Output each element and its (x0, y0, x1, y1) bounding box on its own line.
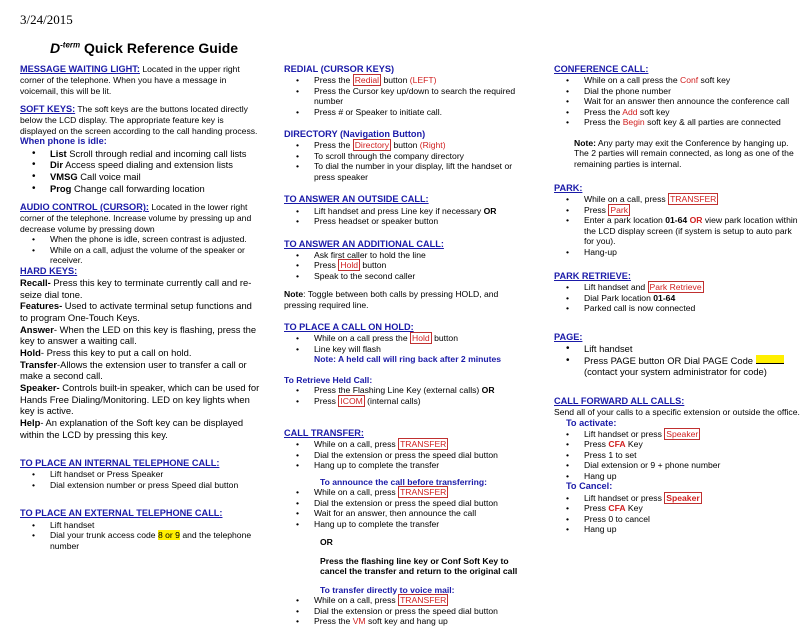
list-item: • Lift handset and press Line key if necessary OR (284, 206, 524, 216)
list-item: • Lift handset and Park Retrieve (554, 282, 804, 292)
activate-heading: To activate: (566, 417, 617, 428)
list-item: • Lift handset or Press Speaker (20, 469, 262, 479)
list-item: • Dial extension or 9 + phone number (554, 460, 804, 470)
list-item: • Lift handset (20, 520, 262, 530)
list-item: • While on a call, press TRANSFER (284, 595, 524, 605)
directory-list (284, 140, 524, 182)
list-item: • Dial Park location 01-64 (554, 293, 804, 303)
audio-control-list (20, 234, 262, 265)
list-item: • Prog Change call forwarding location (20, 183, 262, 195)
list-item: • Press headset or speaker button (284, 216, 524, 226)
list-item: • While on a call, press TRANSFER (284, 487, 524, 497)
cancel-heading: To Cancel: (566, 481, 613, 492)
list-item: • Press the Directory button (Right) (284, 140, 524, 150)
list-item: • Press the VM soft key and hang up (284, 616, 524, 626)
idle-heading: When phone is idle: (20, 136, 107, 147)
list-item: • Ask first caller to hold the line (284, 250, 524, 260)
list-item: • Press the Add soft key (554, 107, 804, 117)
list-item: • Dial the phone number (554, 86, 804, 96)
toggle-note: Note: Toggle between both calls by pressing HOLD, and pressing required line. (284, 289, 499, 310)
park-retrieve-heading: PARK RETRIEVE: (554, 271, 631, 282)
list-item: • Press 0 to cancel (554, 514, 804, 524)
transfer-list (284, 439, 524, 470)
list-item: • Hang up to complete the transfer (284, 519, 524, 529)
announce-heading: To announce the call before transferring: (320, 476, 487, 487)
list-item: • Dir Access speed dialing and extension lists (20, 159, 262, 171)
park-heading: PARK: (554, 183, 583, 194)
additional-call-list (284, 250, 524, 281)
hold-note: Note: A held call will ring back after 2 minutes (314, 354, 502, 365)
page-code-blank (756, 355, 784, 364)
voicemail-transfer-list (284, 595, 524, 626)
hard-keys-heading: HARD KEYS: (20, 265, 78, 276)
hold-list (284, 333, 524, 354)
list-item: • Enter a park location 01-64 OR view park location within the LCD display screen (if system is setup to auto park for you). (554, 215, 804, 246)
list-item: • VMSG Call voice mail (20, 171, 262, 183)
list-item: • Hang up to complete the transfer (284, 460, 524, 470)
idle-list (20, 148, 262, 195)
page-title: $D^{-term}$ Quick Reference Guide (50, 40, 239, 56)
hold-heading: TO PLACE A CALL ON HOLD: (284, 322, 414, 333)
list-item: • Press the Redial button (LEFT) (284, 75, 524, 85)
list-item: Answer- When the LED on this key is flashing, press the key to answer a waiting call. (20, 323, 257, 347)
cancel-list (554, 493, 804, 535)
park-retrieve-list (554, 282, 804, 313)
retrieve-heading: To Retrieve Held Call: (284, 374, 373, 385)
list-item: • Dial the extension or press the speed dial button (284, 498, 524, 508)
list-item: • Wait for an answer then announce the conference call (554, 96, 804, 106)
additional-call-heading: TO ANSWER AN ADDITIONAL CALL: (284, 238, 444, 249)
list-item: • Press Hold button (284, 260, 524, 270)
external-call-list (20, 520, 262, 551)
list-item: • Line key will flash (284, 344, 524, 354)
list-item: Features- Used to activate terminal setup functions and to program One-Touch Keys. (20, 300, 252, 324)
park-list (554, 194, 804, 257)
page-list (554, 343, 804, 378)
list-item: • Press # or Speaker to initiate call. (284, 107, 524, 117)
list-item: • Lift handset (554, 343, 804, 355)
hard-keys-list (20, 277, 262, 440)
column-right (554, 64, 804, 535)
list-item: • While on a call press the Conf soft key (554, 75, 804, 85)
message-waiting-light-section: MESSAGE WAITING LIGHT: Located in the upper right corner of the telephone. When you have a message in voicemail, this will be lit. (20, 64, 240, 96)
list-item: Hold- Press this key to put a call on hold. (20, 347, 192, 359)
list-item: • Press CFA Key (554, 503, 804, 513)
list-item: • Press 1 to set (554, 450, 804, 460)
soft-keys-section: SOFT KEYS: The soft keys are the buttons located directly below the LCD display. The appropriate feature key is displayed on the screen according to the call handing process. (20, 104, 258, 136)
list-item: • While on a call, press TRANSFER (554, 194, 804, 204)
list-item: • While on a call, adjust the volume of the speaker or receiver. (20, 245, 262, 266)
list-item: Transfer-Allows the extension user to transfer a call or make a second call. (20, 358, 247, 382)
page-heading: PAGE: (554, 331, 583, 342)
outside-call-heading: TO ANSWER AN OUTSIDE CALL: (284, 194, 429, 205)
list-item: • Speak to the second caller (284, 271, 524, 281)
list-item: • Press the Flashing Line Key (external calls) OR (284, 385, 524, 395)
conference-list (554, 75, 804, 127)
list-item: • List Scroll through redial and incoming call lists (20, 148, 262, 160)
list-item: • Press PAGE button OR Dial PAGE Code (contact your system administrator for code) (554, 355, 804, 378)
call-forward-description: Send all of your calls to a specific extension or outside the office. (554, 407, 800, 418)
outside-call-list (284, 206, 524, 227)
list-item: • Lift handset or press Speaker (554, 429, 804, 439)
voicemail-transfer-heading: To transfer directly to voice mail: (320, 584, 455, 595)
list-item: • To scroll through the company directory (284, 151, 524, 161)
list-item: • Press the Cursor key up/down to search the required number (284, 86, 524, 107)
retrieve-list (284, 385, 524, 406)
cancel-transfer-note: Press the flashing line key or Conf Soft Key to cancel the transfer and return to the original call (320, 555, 518, 577)
or-label: OR (320, 537, 333, 548)
list-item: • When the phone is idle, screen contrast is adjusted. (20, 234, 262, 244)
external-call-heading: TO PLACE AN EXTERNAL TELEPHONE CALL: (20, 508, 223, 519)
list-item: • Hang up (554, 524, 804, 534)
audio-control-section: AUDIO CONTROL (CURSOR): Located in the lower right corner of the telephone. Increase volume by pressing up and decrease volume by pressing down (20, 202, 252, 234)
list-item: • Dial your trunk access code 8 or 9 and the telephone number (20, 530, 262, 551)
list-item: • While on a call press the Hold button (284, 333, 524, 343)
conference-note: Note: Any party may exit the Conference by hanging up. The 2 parties will remain connected, as long as one of the remaining parties is internal. (574, 137, 794, 169)
internal-call-heading: TO PLACE AN INTERNAL TELEPHONE CALL: (20, 458, 220, 469)
print-date: 3/24/2015 (20, 12, 73, 27)
directory-heading: DIRECTORY (Navigation Button) (284, 129, 426, 140)
list-item: Speaker- Controls built-in speaker, which can be used for Hands Free Dialing/Monitoring. LED on key lights when key is active. (20, 381, 260, 417)
list-item: • Wait for an answer, then announce the call (284, 508, 524, 518)
list-item: • To dial the number in your display, lift the handset or press speaker (284, 161, 524, 182)
announce-list (284, 487, 524, 529)
list-item: Recall- Press this key to terminate currently call and re-seize dial tone. (20, 277, 252, 300)
list-item: • Press Park (554, 205, 804, 215)
list-item: • Dial extension number or press Speed dial button (20, 480, 262, 490)
redial-heading: REDIAL (CURSOR KEYS) (284, 64, 395, 74)
conference-heading: CONFERENCE CALL: (554, 64, 649, 74)
activate-list (554, 429, 804, 481)
list-item: Help- An explanation of the Soft key can be displayed within the LCD by pressing this key. (20, 416, 244, 440)
list-item: • Press the Begin soft key & all parties are connected (554, 117, 804, 127)
list-item: • Press ICOM (internal calls) (284, 396, 524, 406)
list-item: • Parked call is now connected (554, 303, 804, 313)
list-item: • Lift handset or press Speaker (554, 493, 804, 503)
list-item: • Press CFA Key (554, 439, 804, 449)
internal-call-list (20, 469, 262, 490)
list-item: • Hang-up (554, 247, 804, 257)
list-item: • While on a call, press TRANSFER (284, 439, 524, 449)
list-item: • Dial the extension or press the speed dial button (284, 606, 524, 616)
list-item: • Hang up (554, 471, 804, 481)
call-forward-heading: CALL FORWARD ALL CALLS: (554, 396, 685, 407)
transfer-heading: CALL TRANSFER: (284, 428, 364, 439)
column-left (20, 64, 262, 551)
redial-list (284, 75, 524, 117)
list-item: • Dial the extension or press the speed dial button (284, 450, 524, 460)
column-middle (284, 64, 524, 627)
